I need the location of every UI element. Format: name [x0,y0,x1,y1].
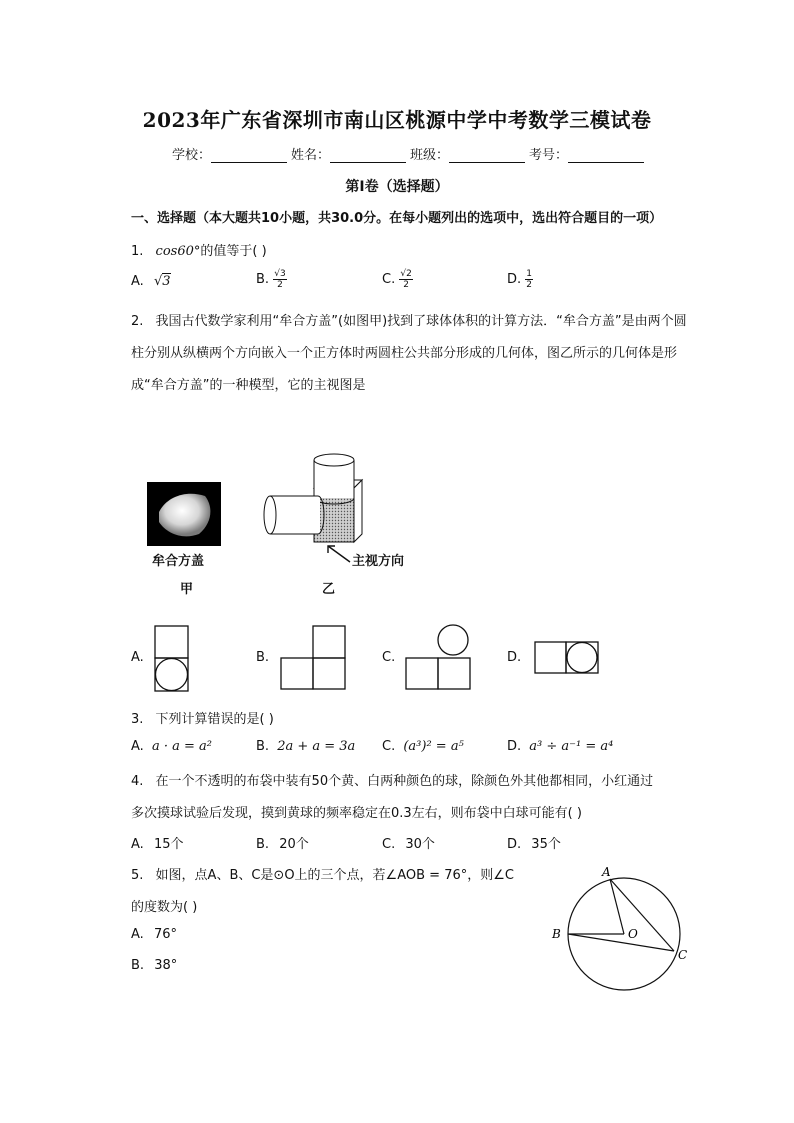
q3-option-a-letter: A. [131,739,144,754]
name-blank [330,148,406,163]
q4-option-d [507,833,561,852]
question-1-text: 的值等于( ) [200,244,267,259]
q1-option-a-value: 3 [162,274,171,289]
school-label: 学校： [172,148,212,163]
q4-option-c [382,833,435,852]
question-1-number: 1. [131,244,144,259]
q4-option-b [256,833,309,852]
question-3-text: 下列计算错误的是( ) [155,712,274,727]
class-label: 班级： [410,148,450,163]
q2-option-d-letter: D. [507,650,522,665]
question-1-math: cos60° [155,244,201,259]
q2-option-d-figure [534,640,600,676]
q2-option-c-letter: C. [382,650,396,665]
exam-no-blank [568,148,644,163]
q5-option-b [131,958,177,973]
q2-option-a-letter: A. [131,650,144,665]
q1-option-b-letter: B. [256,272,270,287]
question-1-stem [131,240,267,259]
question-5-line-2: 的度数为( ) [131,900,198,915]
question-3-stem [131,708,274,727]
figure-yi-caption: 乙 [322,582,336,597]
cylinder-cube-model [262,450,374,550]
view-direction-arrow-icon [324,542,354,568]
point-b-label: B [552,927,561,941]
section-title: 第Ⅰ卷（选择题） [345,179,449,195]
q4-option-b-value: 20个 [279,837,309,852]
figure-jia-label: 牟合方盖 [152,554,205,569]
q1-option-c-num: 2 [406,269,412,279]
student-info-line [172,144,648,163]
q4-option-c-letter: C. [382,837,396,852]
q3-option-b-letter: B. [256,739,270,754]
q3-option-c-letter: C. [382,739,396,754]
q5-option-b-letter: B. [131,958,145,973]
part1-header: 一、选择题（本大题共10小题，共30.0分。在每小题列出的选项中，选出符合题目的一项） [131,211,663,226]
q3-option-a-expr: a · a = a² [151,739,212,754]
question-5-number: 5. [131,868,144,883]
q2-option-c-figure [405,623,473,691]
point-o-label: O [628,927,638,941]
q1-option-c-den: 2 [403,280,409,290]
point-c-label: C [678,948,688,962]
name-label: 姓名： [291,148,331,163]
q1-option-c [382,269,413,290]
q3-option-a [131,739,212,754]
mouhe-fanggai-photo [147,482,221,546]
question-2-text: 我国古代数学家利用“牟合方盖”(如图甲)找到了球体体积的计算方法．“牟合方盖”是由两个圆柱分别从纵横两个方向嵌入一个正方体时两圆柱公共部分形成的几何体，图乙所示的几何体是形成“牟合方盖”的一种模型，它的主视图是 [131,314,687,393]
q5-option-a-letter: A. [131,927,144,942]
page-title: 2023年广东省深圳市南山区桃源中学中考数学三模试卷 [142,108,652,132]
q4-option-a-value: 15个 [153,837,184,852]
q5-option-a-value: 76° [153,927,177,942]
q1-option-c-fraction: $\frac{√2}{2}$ [400,269,412,290]
q1-option-b-fraction: $\frac{√3}{2}$ [274,269,286,290]
question-4-number: 4. [131,774,144,789]
class-blank [449,148,525,163]
question-4-text-1: 在一个不透明的布袋中装有50个黄、白两种颜色的球，除颜色外其他都相同，小红通过 [155,774,654,789]
q2-option-b-figure [280,625,348,691]
q1-option-d-letter: D. [507,272,522,287]
q4-option-b-letter: B. [256,837,270,852]
question-5-text-1: 如图，点A、B、C是⊙O上的三个点，若∠AOB = 76°，则∠C [155,868,514,883]
q1-option-b [256,269,287,290]
sqrt-symbol: √ [153,274,163,289]
question-2-stem [131,306,691,402]
q3-option-d-letter: D. [507,739,522,754]
q2-option-b-letter: B. [256,650,270,665]
question-5-line-1 [131,864,514,883]
q4-option-d-letter: D. [507,837,522,852]
q4-option-c-value: 30个 [405,837,435,852]
figure-jia-caption: 甲 [180,582,194,597]
q3-option-d [507,739,613,754]
exam-no-label: 考号： [529,148,569,163]
q3-option-c [382,739,464,754]
q1-option-a-letter: A. [131,274,144,289]
question-3-number: 3. [131,712,144,727]
q1-option-d-num: 1 [526,269,533,279]
q1-option-b-den: 2 [277,280,283,290]
view-direction-label: 主视方向 [352,554,405,569]
q3-option-c-expr: (a³)² = a⁵ [403,739,464,754]
point-a-label: A [602,865,611,879]
question-2-number: 2. [131,314,144,329]
question-4-line-2: 多次摸球试验后发现，摸到黄球的频率稳定在0.3左右，则布袋中白球可能有( ) [131,806,582,821]
q1-option-b-num: 3 [279,269,286,279]
q3-option-b-expr: 2a + a = 3a [277,739,356,754]
circle-o-figure [548,862,700,992]
q4-option-a [131,833,183,852]
q1-option-d-den: 2 [526,280,533,290]
q4-option-d-value: 35个 [531,837,561,852]
q1-option-a [131,274,171,289]
question-4-line-1 [131,770,653,789]
school-blank [211,148,287,163]
q5-option-a [131,927,177,942]
q1-option-d [507,269,533,290]
q4-option-a-letter: A. [131,837,144,852]
q1-option-c-letter: C. [382,272,396,287]
q3-option-b [256,739,355,754]
q1-option-d-fraction [525,269,533,290]
q2-option-a-figure [154,625,190,693]
q3-option-d-expr: a³ ÷ a⁻¹ = a⁴ [529,739,614,754]
q5-option-b-value: 38° [154,958,178,973]
